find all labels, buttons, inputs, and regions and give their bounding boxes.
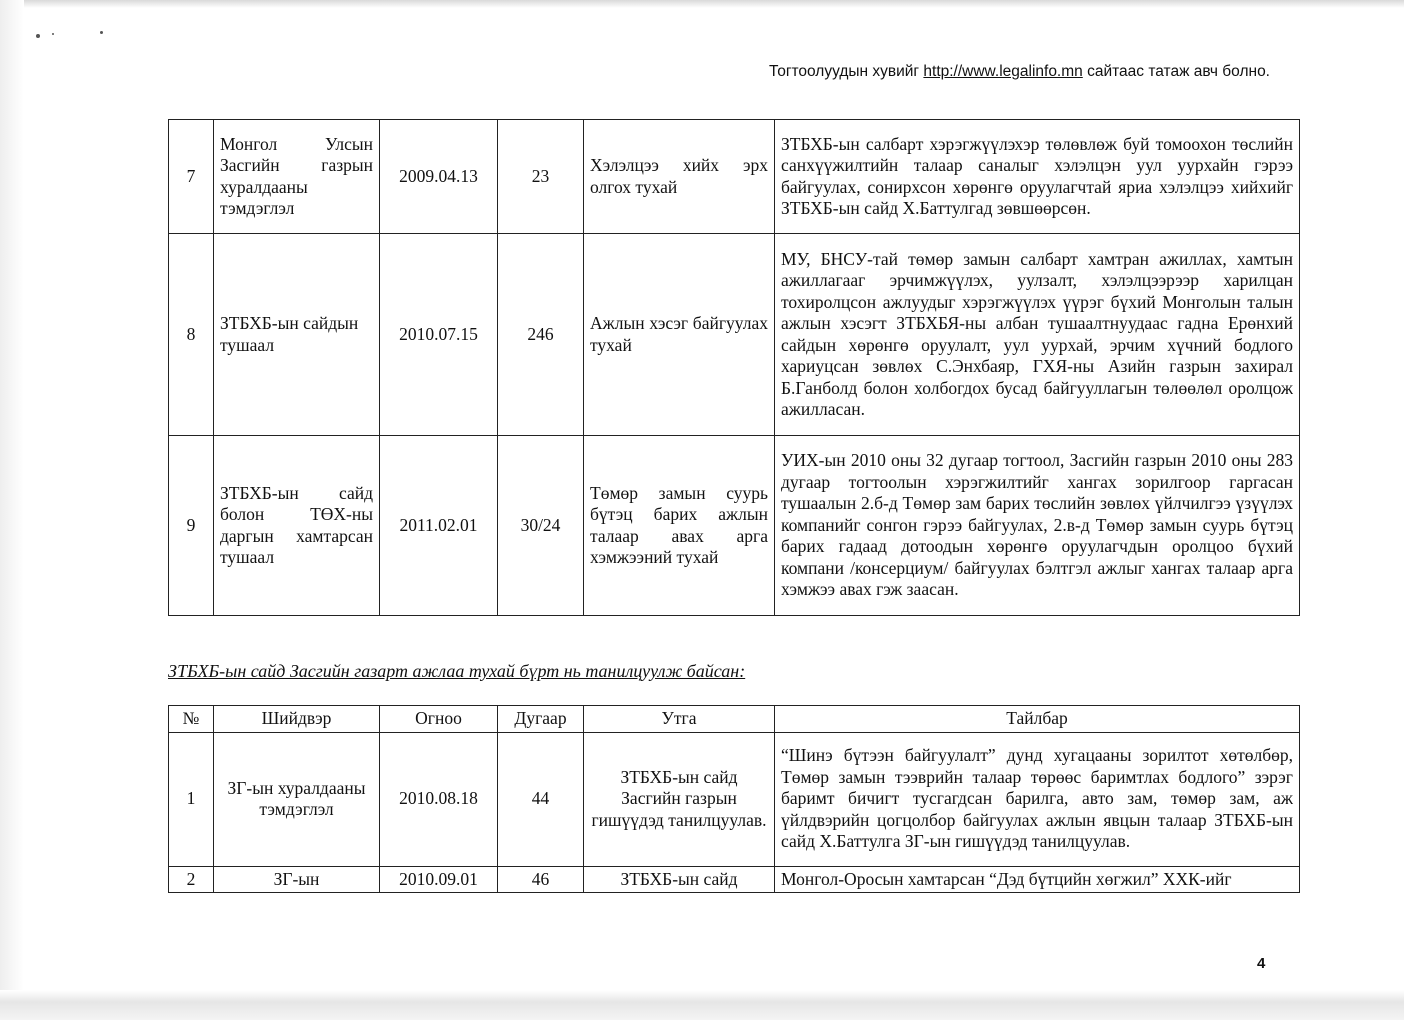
table-row [169, 732, 1300, 866]
table-row [169, 866, 1300, 893]
header-note-suffix: сайтаас татаж авч болно. [1082, 63, 1270, 80]
row-note: Монгол-Оросын хамтарсан “Дэд бүтцийн хөгжил” ХХК-ийг [775, 866, 1300, 893]
row-note: МУ, БНСУ-тай төмөр замын салбарт хамтран ажиллах, хамтын ажиллагааг эрчимжүүлэх, уулзалт, хэлэлцээрээр харилцан тохиролцсон ажлуудыг хэрэгжүүлэх үүрэг бүхий Монголын талын ажлын хэсэгт ЗТБХБЯ-ны албан тушаалтнуудаас гадна Ерөнхий сайдын хөрөнгө оруулалт, уул уурхай, эрчим хүчний бодлого хариуцсан зөвлөх С.Энхбаяр, ГХЯ-ны Азийн газрын захирал Б.Ганболд болон холбогдох бусад байгууллагын төлөөлөл оролцож ажилласан. [775, 234, 1300, 436]
row-document: ЗГ-ын хуралдааны тэмдэглэл [214, 732, 380, 866]
row-number: 9 [169, 436, 214, 616]
table-row [169, 120, 1300, 234]
header-number: Дугаар [498, 706, 584, 733]
row-content: Хэлэлцээ хийх эрх олгох тухай [584, 120, 775, 234]
legalinfo-link[interactable]: http://www.legalinfo.mn [923, 63, 1083, 80]
header-date: Огноо [380, 706, 498, 733]
row-doc-number: 44 [498, 732, 584, 866]
row-date: 2010.09.01 [380, 866, 498, 893]
scan-speck [36, 34, 40, 38]
header-note-prefix: Тогтоолуудын хувийг [768, 63, 924, 80]
row-number: 8 [169, 234, 214, 436]
row-doc-number: 23 [498, 120, 584, 234]
scan-speck [52, 33, 54, 35]
header-num: № [169, 706, 214, 733]
row-note: “Шинэ бүтээн байгуулалт” дунд хугацааны зорилтот хөтөлбөр, Төмөр замын тээврийн талаар төрөөс баримтлах бодлого” зэрэг баримт бичигт тусгагдсан барилга, авто зам, төмөр зам, аж үйлдвэрийн цогцолбор байгуулах ажлын явцын талаар ЗТБХБ-ын сайд Х.Баттулга ЗГ-ын гишүүдэд танилцуулав. [775, 732, 1300, 866]
scan-edge-left [0, 0, 24, 1020]
row-document: ЗТБХБ-ын сайд болон ТӨХ-ны даргын хамтарсан тушаал [214, 436, 380, 616]
row-doc-number: 246 [498, 234, 584, 436]
row-content: Төмөр замын суурь бүтэц барих ажлын талаар авах арга хэмжээний тухай [584, 436, 775, 616]
row-document: ЗГ-ын [214, 866, 380, 893]
section-heading: ЗТБХБ-ын сайд Засгийн газарт ажлаа тухай бүрт нь танилцуулж байсан: [168, 661, 746, 681]
header-note [769, 63, 1270, 81]
scan-edge-bottom [0, 990, 1404, 1020]
row-note: ЗТБХБ-ын салбарт хэрэгжүүлэхэр төлөвлөж буй томоохон төслийн санхүүжилтийн талаар саналыг хэлэлцэн уул уурхайн гэрээ байгуулах, сонирхсон хөрөнгө оруулагчтай яриа хэлэлцээ хийхийг ЗТБХБ-ын сайд Х.Баттулгад зөвшөөрсөн. [775, 120, 1300, 234]
row-content: ЗТБХБ-ын сайд Засгийн газрын гишүүдэд танилцуулав. [584, 732, 775, 866]
header-note: Тайлбар [775, 706, 1300, 733]
header-content: Утга [584, 706, 775, 733]
decisions-table-continued [168, 119, 1300, 616]
row-content: Ажлын хэсэг байгуулах тухай [584, 234, 775, 436]
row-document: ЗТБХБ-ын сайдын тушаал [214, 234, 380, 436]
row-number: 1 [169, 732, 214, 866]
row-number: 2 [169, 866, 214, 893]
row-date: 2009.04.13 [380, 120, 498, 234]
row-date: 2010.07.15 [380, 234, 498, 436]
row-note: УИХ-ын 2010 оны 32 дугаар тогтоол, Засгийн газрын 2010 оны 283 дугаар тогтоолын хэрэгжилтийг хангах зорилгоор гаргасан тушаалын 2.б-д Төмөр зам барих төслийн зөвлөх үйлчилгээ үзүүлэх компанийг сонгон гэрээ байгуулах, 2.в-д Төмөр замын суурь бүтэц барих гадаад дотоодын хөрөнгө оруулагчдын оролцоо бүхий компани /консерциум/ байгуулах бэлтгэл ажлыг хангах талаар арга хэмжээ авах гэж заасан. [775, 436, 1300, 616]
row-document: Монгол Улсын Засгийн газрын хуралдааны тэмдэглэл [214, 120, 380, 234]
presentations-table [168, 705, 1300, 893]
table-row [169, 234, 1300, 436]
header-document: Шийдвэр [214, 706, 380, 733]
row-doc-number: 46 [498, 866, 584, 893]
table-header-row [169, 706, 1300, 733]
row-number: 7 [169, 120, 214, 234]
row-date: 2010.08.18 [380, 732, 498, 866]
scan-edge-top [0, 0, 1404, 8]
table-row [169, 436, 1300, 616]
row-date: 2011.02.01 [380, 436, 498, 616]
scan-speck [100, 31, 103, 34]
row-doc-number: 30/24 [498, 436, 584, 616]
row-content: ЗТБХБ-ын сайд [584, 866, 775, 893]
page-number: 4 [1257, 955, 1266, 972]
